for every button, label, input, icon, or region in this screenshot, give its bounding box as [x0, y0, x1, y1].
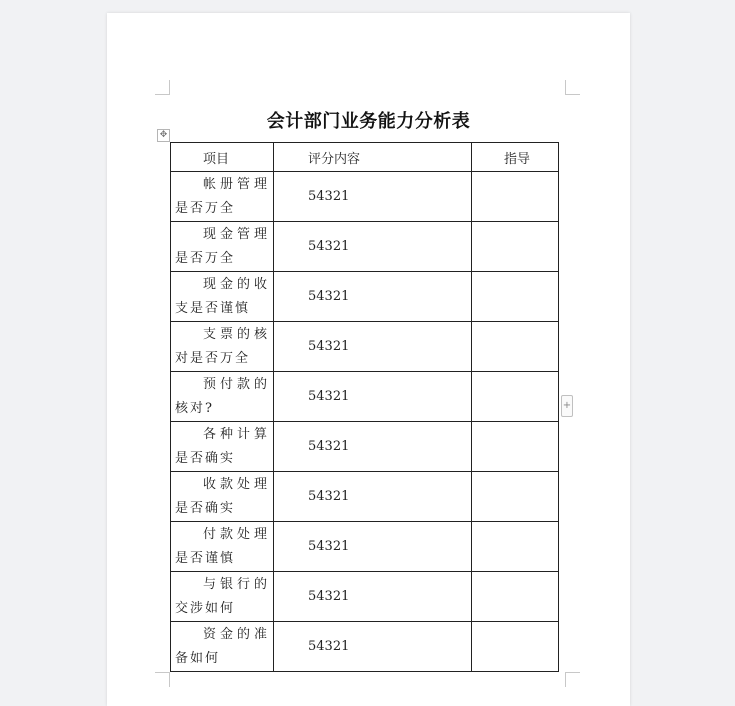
item-cell[interactable]: [171, 622, 274, 672]
guide-cell[interactable]: [472, 172, 559, 222]
guide-cell[interactable]: [472, 372, 559, 422]
item-line-2: 是否万全: [175, 250, 236, 266]
item-cell[interactable]: [171, 572, 274, 622]
item-line-1: 支票的核: [203, 326, 269, 342]
table-row: [171, 522, 559, 572]
guide-cell[interactable]: [472, 222, 559, 272]
document-title: 会计部门业务能力分析表: [266, 111, 471, 132]
table-row: [171, 422, 559, 472]
table-row: [171, 622, 559, 672]
item-line-2: 交涉如何: [175, 600, 236, 616]
margin-corner-top-left: [155, 80, 170, 95]
guide-cell[interactable]: [472, 472, 559, 522]
guide-cell[interactable]: [472, 572, 559, 622]
item-cell[interactable]: [171, 222, 274, 272]
header-item[interactable]: 项目: [171, 143, 274, 172]
table-row: [171, 372, 559, 422]
margin-corner-bottom-left: [155, 672, 170, 687]
table-header-row: [171, 143, 559, 172]
guide-cell[interactable]: [472, 272, 559, 322]
add-column-icon[interactable]: +: [561, 395, 573, 417]
table-row: [171, 572, 559, 622]
item-line-2: 支是否谨慎: [175, 300, 251, 316]
header-guide[interactable]: 指导: [472, 143, 559, 172]
score-cell[interactable]: 54321: [274, 272, 472, 322]
table-move-icon[interactable]: ✥: [157, 129, 170, 142]
score-cell[interactable]: 54321: [274, 222, 472, 272]
item-cell[interactable]: [171, 422, 274, 472]
item-line-1: 与银行的: [203, 576, 269, 592]
item-line-1: 预付款的: [203, 376, 269, 392]
item-line-1: 资金的准: [203, 626, 269, 642]
margin-corner-top-right: [565, 80, 580, 95]
header-content[interactable]: 评分内容: [274, 143, 472, 172]
score-cell[interactable]: 54321: [274, 372, 472, 422]
margin-corner-bottom-right: [565, 672, 580, 687]
item-line-1: 帐册管理: [203, 176, 269, 192]
table-row: [171, 222, 559, 272]
document-page: [107, 13, 630, 706]
item-line-1: 各种计算: [203, 426, 269, 442]
guide-cell[interactable]: [472, 322, 559, 372]
item-line-1: 现金的收: [203, 276, 269, 292]
table-row: [171, 172, 559, 222]
item-cell[interactable]: [171, 172, 274, 222]
guide-cell[interactable]: [472, 522, 559, 572]
item-cell[interactable]: [171, 272, 274, 322]
item-line-2: 是否确实: [175, 500, 236, 516]
score-cell[interactable]: 54321: [274, 322, 472, 372]
item-line-2: 核对?: [175, 400, 214, 416]
score-cell[interactable]: 54321: [274, 422, 472, 472]
table-row: [171, 322, 559, 372]
item-line-2: 是否谨慎: [175, 550, 236, 566]
table-row: [171, 272, 559, 322]
score-cell[interactable]: 54321: [274, 522, 472, 572]
item-line-1: 现金管理: [203, 226, 269, 242]
score-cell[interactable]: 54321: [274, 472, 472, 522]
item-line-1: 付款处理: [203, 526, 269, 542]
table-row: [171, 472, 559, 522]
score-cell[interactable]: 54321: [274, 572, 472, 622]
score-cell[interactable]: 54321: [274, 622, 472, 672]
analysis-table: [170, 142, 559, 672]
item-cell[interactable]: [171, 472, 274, 522]
score-cell[interactable]: 54321: [274, 172, 472, 222]
item-cell[interactable]: [171, 522, 274, 572]
item-cell[interactable]: [171, 372, 274, 422]
item-line-2: 是否万全: [175, 200, 236, 216]
item-line-2: 备如何: [175, 650, 221, 666]
guide-cell[interactable]: [472, 622, 559, 672]
item-line-2: 是否确实: [175, 450, 236, 466]
item-line-2: 对是否万全: [175, 350, 251, 366]
guide-cell[interactable]: [472, 422, 559, 472]
item-cell[interactable]: [171, 322, 274, 372]
item-line-1: 收款处理: [203, 476, 269, 492]
